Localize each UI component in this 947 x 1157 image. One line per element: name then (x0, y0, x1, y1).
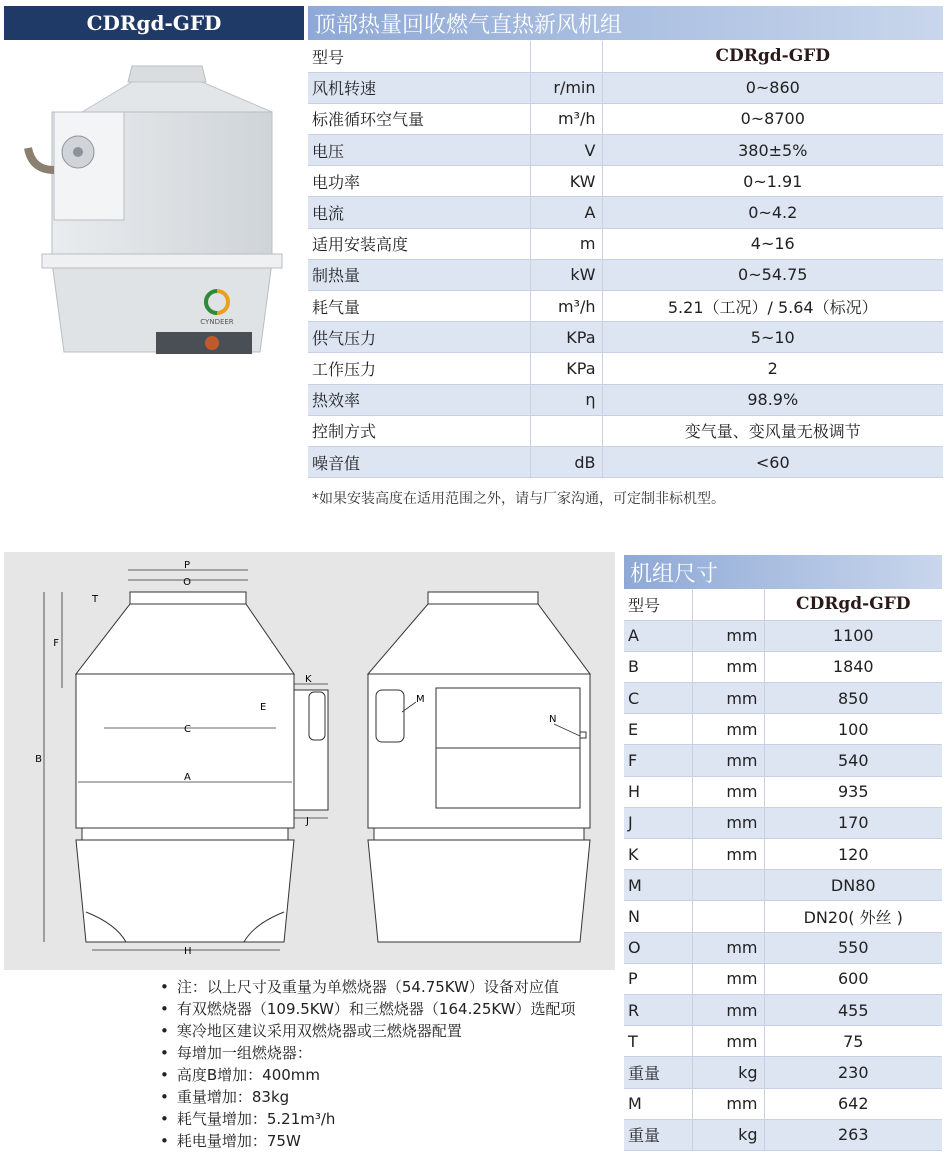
spec-cell-unit (530, 415, 602, 446)
dims-table (624, 589, 942, 1151)
model-tag: CDRgd-GFD (4, 6, 304, 40)
dims-title: 机组尺寸 (624, 555, 942, 589)
dims-row (624, 776, 942, 807)
dims-cell-name: 重量 (624, 1057, 692, 1088)
spec-cell-value: 变气量、变风量无极调节 (602, 415, 943, 446)
dims-cell-name: M (624, 1088, 692, 1119)
dims-cell-value: 550 (764, 932, 942, 963)
dims-cell-unit: mm (692, 1026, 764, 1057)
dims-cell-unit: mm (692, 807, 764, 838)
dim-label-F: F (53, 638, 59, 649)
dims-cell-name: C (624, 683, 692, 714)
spec-row (308, 197, 943, 228)
notes-list (160, 976, 576, 1152)
spec-cell-value: 2 (602, 353, 943, 384)
dims-cell-unit (692, 870, 764, 901)
spec-row (308, 446, 943, 477)
spec-cell-value: 380±5% (602, 135, 943, 166)
spec-cell-unit: A (530, 197, 602, 228)
note-item: • 每增加一组燃烧器： (160, 1042, 576, 1064)
spec-model-unit (530, 41, 602, 72)
dims-row (624, 1057, 942, 1088)
spec-cell-value: 0~860 (602, 72, 943, 103)
dims-cell-value: 263 (764, 1119, 942, 1150)
spec-cell-unit: dB (530, 446, 602, 477)
dims-cell-name: H (624, 776, 692, 807)
dims-row (624, 1026, 942, 1057)
dim-label-E: E (260, 702, 267, 713)
note-item: • 重量增加：83kg (160, 1086, 576, 1108)
dim-label-O: O (183, 577, 191, 588)
spec-cell-unit: KW (530, 166, 602, 197)
dims-cell-value: 935 (764, 776, 942, 807)
spec-row (308, 166, 943, 197)
spec-row (308, 259, 943, 290)
dims-cell-unit: mm (692, 714, 764, 745)
dims-row (624, 1119, 942, 1150)
spec-cell-name: 电流 (308, 197, 530, 228)
spec-cell-value: 0~54.75 (602, 259, 943, 290)
spec-cell-unit: m³/h (530, 291, 602, 322)
spec-row (308, 291, 943, 322)
dims-row (624, 620, 942, 651)
dims-row (624, 807, 942, 838)
dims-model-row (624, 589, 942, 620)
spec-model-value: CDRgd-GFD (602, 41, 943, 72)
dims-cell-name: 重量 (624, 1119, 692, 1150)
dims-model-unit (692, 589, 764, 620)
spec-row (308, 353, 943, 384)
dims-cell-unit: mm (692, 776, 764, 807)
dims-cell-name: E (624, 714, 692, 745)
dims-cell-value: 230 (764, 1057, 942, 1088)
dims-cell-unit: mm (692, 683, 764, 714)
spec-cell-name: 电压 (308, 135, 530, 166)
dims-cell-name: B (624, 651, 692, 682)
spec-cell-unit: m³/h (530, 103, 602, 134)
dims-cell-value: 642 (764, 1088, 942, 1119)
dims-cell-value: 1840 (764, 651, 942, 682)
dims-cell-value: 600 (764, 963, 942, 994)
technical-drawing (4, 552, 615, 970)
spec-cell-value: 98.9% (602, 384, 943, 415)
note-item: • 耗气量增加：5.21m³/h (160, 1108, 576, 1130)
spec-row (308, 72, 943, 103)
dim-label-J: J (306, 816, 309, 827)
dim-label-C: C (184, 724, 191, 735)
dims-cell-value: 850 (764, 683, 942, 714)
spec-cell-unit: m (530, 228, 602, 259)
spec-cell-name: 供气压力 (308, 322, 530, 353)
dim-label-T: T (92, 594, 99, 605)
note-item: • 寒冷地区建议采用双燃烧器或三燃烧器配置 (160, 1020, 576, 1042)
dims-cell-name: P (624, 963, 692, 994)
note-item: • 有双燃烧器（109.5KW）和三燃烧器（164.25KW）选配项 (160, 998, 576, 1020)
dims-cell-unit: mm (692, 745, 764, 776)
dims-cell-unit: mm (692, 651, 764, 682)
dims-cell-name: T (624, 1026, 692, 1057)
spec-cell-name: 工作压力 (308, 353, 530, 384)
logo-text: CYNDEER (200, 318, 234, 326)
spec-cell-name: 适用安装高度 (308, 228, 530, 259)
spec-row (308, 322, 943, 353)
dims-row (624, 683, 942, 714)
spec-cell-name: 标准循环空气量 (308, 103, 530, 134)
spec-cell-value: 5~10 (602, 322, 943, 353)
dims-cell-value: 170 (764, 807, 942, 838)
dims-row (624, 870, 942, 901)
dims-cell-unit: mm (692, 932, 764, 963)
dims-model-label: 型号 (624, 589, 692, 620)
dims-cell-name: R (624, 994, 692, 1025)
spec-cell-unit: KPa (530, 353, 602, 384)
note-item: • 注：以上尺寸及重量为单燃烧器（54.75KW）设备对应值 (160, 976, 576, 998)
dim-label-M: M (416, 694, 425, 705)
dims-row (624, 901, 942, 932)
spec-row (308, 384, 943, 415)
spec-row (308, 103, 943, 134)
dims-row (624, 1088, 942, 1119)
dims-row (624, 714, 942, 745)
dim-label-H: H (184, 946, 192, 957)
dim-label-A: A (184, 772, 191, 783)
dims-cell-value: 1100 (764, 620, 942, 651)
dim-label-K: K (305, 674, 312, 685)
product-title: 顶部热量回收燃气直热新风机组 (308, 6, 943, 40)
drawing-svg (4, 552, 615, 970)
note-item: • 耗电量增加：75W (160, 1130, 576, 1152)
dims-cell-name: K (624, 839, 692, 870)
spec-cell-value: 4~16 (602, 228, 943, 259)
dims-cell-unit: mm (692, 620, 764, 651)
spec-cell-name: 控制方式 (308, 415, 530, 446)
dims-row (624, 745, 942, 776)
dims-cell-unit: mm (692, 1088, 764, 1119)
spec-cell-name: 耗气量 (308, 291, 530, 322)
dims-row (624, 963, 942, 994)
dims-cell-name: A (624, 620, 692, 651)
spec-cell-value: 5.21（工况）/ 5.64（标况） (602, 291, 943, 322)
dims-row (624, 839, 942, 870)
dims-cell-unit: mm (692, 994, 764, 1025)
spec-note: *如果安装高度在适用范围之外，请与厂家沟通，可定制非标机型。 (312, 491, 725, 507)
spec-cell-unit: η (530, 384, 602, 415)
spec-cell-value: 0~8700 (602, 103, 943, 134)
note-item: • 高度B增加：400mm (160, 1064, 576, 1086)
dims-cell-value: 75 (764, 1026, 942, 1057)
spec-row (308, 415, 943, 446)
dims-cell-name: O (624, 932, 692, 963)
dims-cell-name: M (624, 870, 692, 901)
spec-model-label: 型号 (308, 41, 530, 72)
product-image (22, 62, 322, 372)
dims-cell-value: 120 (764, 839, 942, 870)
spec-row (308, 228, 943, 259)
spec-cell-name: 制热量 (308, 259, 530, 290)
dim-label-B: B (35, 754, 42, 765)
spec-cell-name: 电功率 (308, 166, 530, 197)
dims-cell-unit (692, 901, 764, 932)
spec-row (308, 135, 943, 166)
spec-model-row (308, 41, 943, 72)
dims-row (624, 994, 942, 1025)
dims-cell-value: 100 (764, 714, 942, 745)
spec-cell-value: <60 (602, 446, 943, 477)
dims-cell-name: J (624, 807, 692, 838)
dims-row (624, 932, 942, 963)
dims-model-value: CDRgd-GFD (764, 589, 942, 620)
spec-cell-value: 0~1.91 (602, 166, 943, 197)
dim-label-N: N (549, 714, 557, 725)
spec-cell-value: 0~4.2 (602, 197, 943, 228)
spec-cell-name: 噪音值 (308, 446, 530, 477)
dims-cell-unit: mm (692, 839, 764, 870)
dims-cell-name: F (624, 745, 692, 776)
spec-cell-unit: KPa (530, 322, 602, 353)
spec-cell-name: 风机转速 (308, 72, 530, 103)
spec-cell-unit: V (530, 135, 602, 166)
dims-row (624, 651, 942, 682)
spec-cell-unit: r/min (530, 72, 602, 103)
spec-cell-name: 热效率 (308, 384, 530, 415)
dims-cell-value: 540 (764, 745, 942, 776)
dims-cell-unit: kg (692, 1119, 764, 1150)
dims-cell-value: 455 (764, 994, 942, 1025)
dim-label-P: P (183, 560, 191, 571)
dims-cell-unit: kg (692, 1057, 764, 1088)
spec-cell-unit: kW (530, 259, 602, 290)
dims-cell-value: DN80 (764, 870, 942, 901)
dims-cell-value: DN20( 外丝 ) (764, 901, 942, 932)
dims-cell-name: N (624, 901, 692, 932)
dims-cell-unit: mm (692, 963, 764, 994)
spec-table (308, 41, 943, 478)
